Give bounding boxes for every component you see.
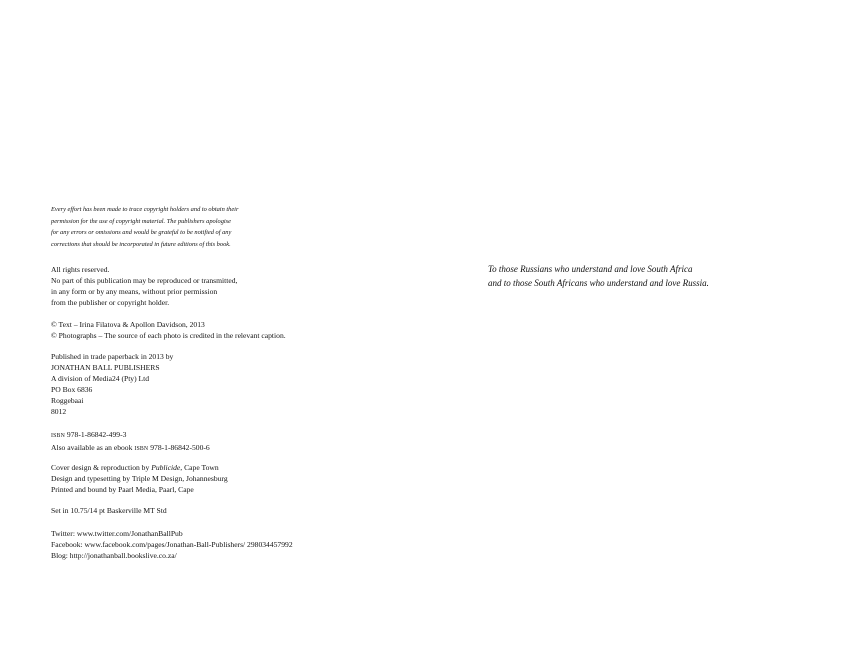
typeface-info [51, 505, 421, 516]
dedication-line: and to those South Africans who understand and love Russia. [488, 278, 709, 288]
design-credit: Design and typesetting by Triple M Design, Johannesburg [51, 474, 228, 483]
rights-statement [51, 264, 421, 308]
publisher-line: 8012 [51, 407, 67, 416]
isbn-print-number: 978-1-86842-499-3 [66, 430, 127, 439]
notice-line: permission for the use of copyright material. The publishers apologise [51, 217, 231, 225]
publisher-line: PO Box 6836 [51, 385, 93, 394]
cover-credit-suffix: , Cape Town [180, 463, 219, 472]
notice-line: corrections that should be incorporated in future editions of this book. [51, 240, 231, 248]
isbn-ebook-number: 978-1-86842-500-6 [150, 443, 210, 452]
publisher-line: Published in trade paperback in 2013 by [51, 352, 174, 361]
isbn-ebook-label: ISBN [134, 446, 149, 452]
isbn-print [51, 429, 421, 442]
rights-line: in any form or by any means, without prior permission [51, 287, 218, 296]
publisher-line: Roggebaai [51, 396, 84, 405]
notice-line: Every effort has been made to trace copyright holders and to obtain their [51, 206, 239, 213]
production-credits [51, 462, 421, 495]
social-links [51, 528, 421, 561]
copyright-line: © Text – Irina Filatova & Apollon Davidson, 2013 [51, 320, 205, 329]
isbn-label: ISBN [51, 433, 66, 439]
isbn-info [51, 429, 421, 455]
dedication-line: To those Russians who understand and love South Africa [488, 264, 693, 274]
cover-credit [51, 462, 421, 473]
twitter-link: Twitter: www.twitter.com/JonathanBallPub [51, 529, 183, 538]
facebook-link: Facebook: www.facebook.com/pages/Jonathan-Ball-Publishers/ 298034457992 [51, 540, 293, 549]
typeface-line: Set in 10.75/14 pt Baskerville MT Std [51, 506, 167, 515]
dedication-page [431, 0, 862, 661]
cover-credit-name: Publicide [151, 463, 181, 472]
isbn-ebook [51, 442, 421, 455]
cover-credit-prefix: Cover design & reproduction by [51, 463, 150, 472]
copyright-line: © Photographs – The source of each photo is credited in the relevant caption. [51, 331, 286, 340]
copyright-notice [51, 204, 431, 250]
rights-line: All rights reserved. [51, 265, 110, 274]
publisher-info [51, 351, 421, 417]
rights-line: No part of this publication may be reproduced or transmitted, [51, 276, 238, 285]
printing-credit: Printed and bound by Paarl Media, Paarl, Cape [51, 485, 194, 494]
notice-line: for any errors or omissions and would be grateful to be notified of any [51, 229, 232, 237]
rights-line: from the publisher or copyright holder. [51, 298, 170, 307]
isbn-ebook-prefix: Also available as an ebook [51, 443, 133, 452]
publisher-line: A division of Media24 (Pty) Ltd [51, 374, 150, 383]
blog-link: Blog: http://jonathanball.bookslive.co.za/ [51, 551, 177, 560]
copyright-holders [51, 319, 421, 341]
dedication [488, 262, 848, 290]
publisher-name: JONATHAN BALL PUBLISHERS [51, 363, 160, 372]
